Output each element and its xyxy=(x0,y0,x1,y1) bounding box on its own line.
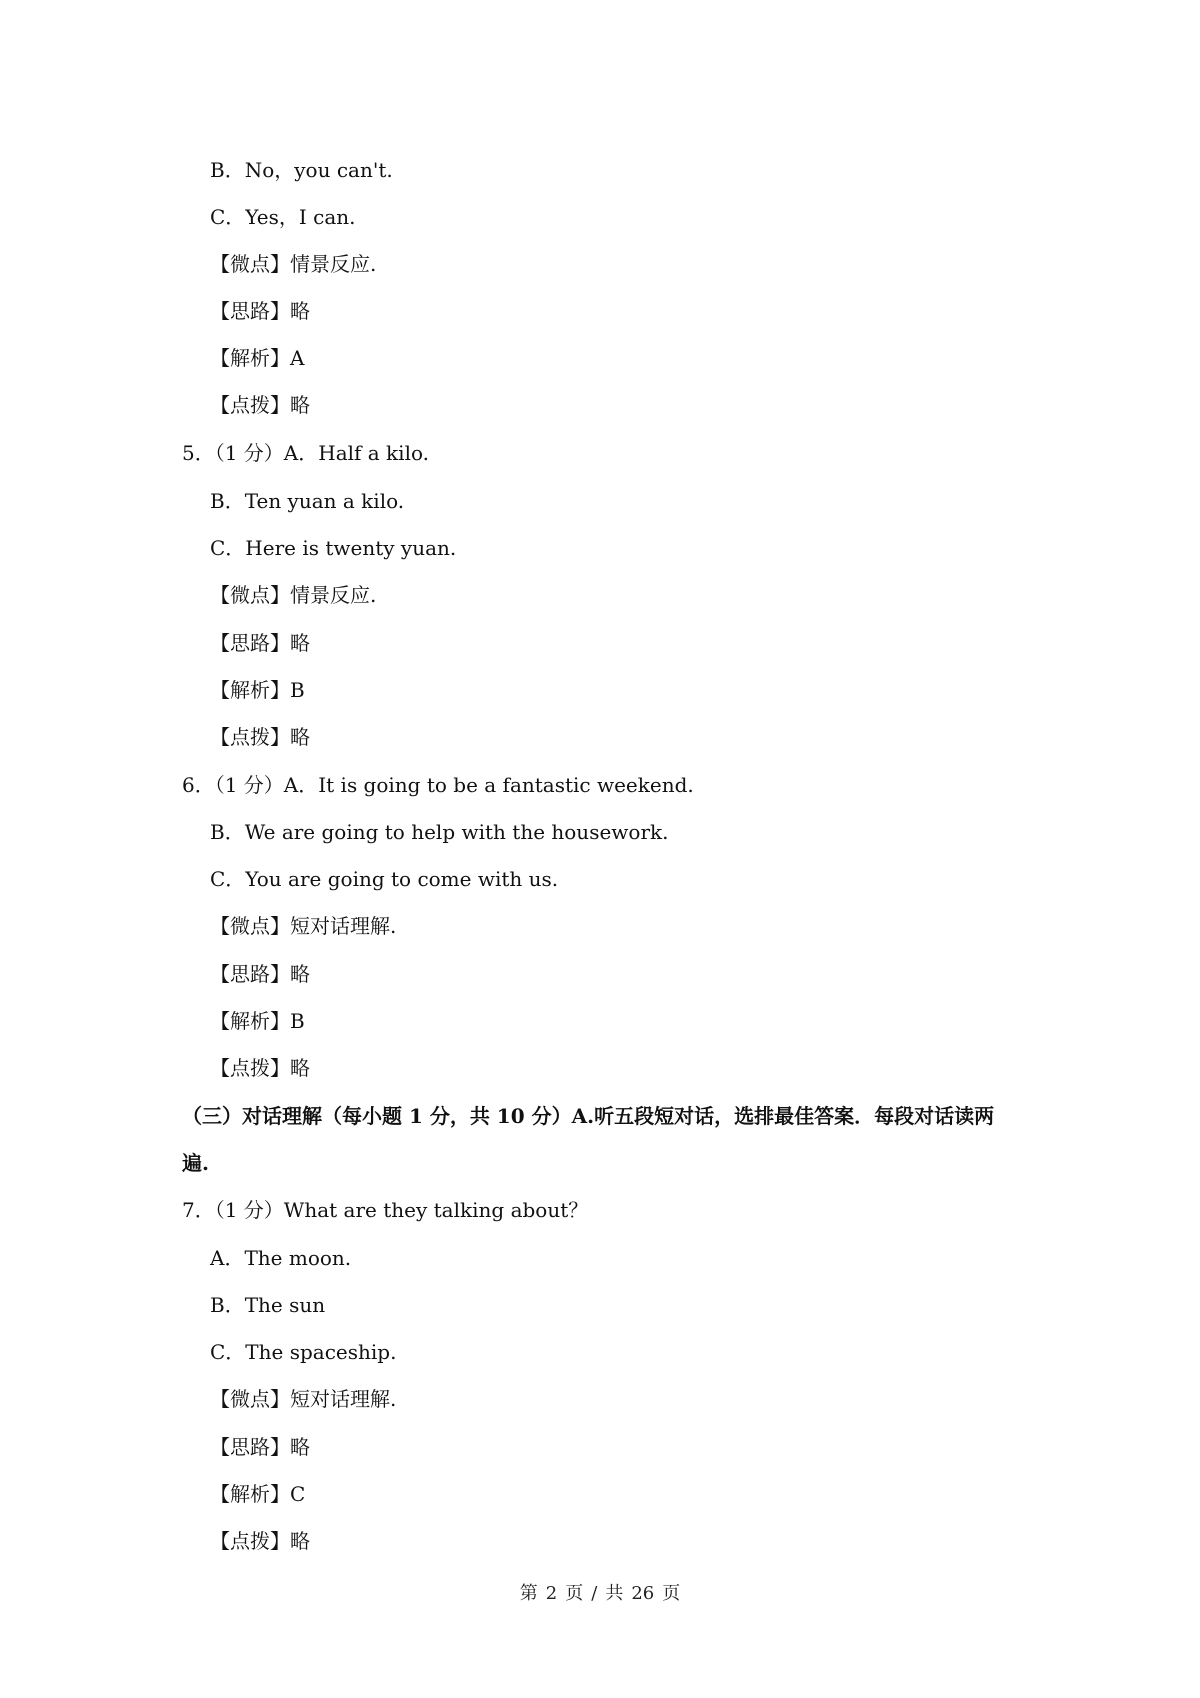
footer-total-unit: 页 xyxy=(662,1583,681,1604)
option-c: C．The spaceship. xyxy=(210,1340,397,1364)
option-b: B．Ten yuan a kilo. xyxy=(210,489,405,513)
silu-label: 【思路】略 xyxy=(210,962,310,986)
jiexi-label: 【解析】B xyxy=(210,1009,305,1033)
option-b: B．No，you can't. xyxy=(210,158,393,182)
option-c: C．Here is twenty yuan. xyxy=(210,536,457,560)
option-b: B．We are going to help with the housework. xyxy=(210,820,669,844)
dianbo-label: 【点拨】略 xyxy=(210,1056,310,1080)
page-number: 2 xyxy=(545,1583,558,1604)
option-c: C．You are going to come with us. xyxy=(210,867,559,891)
weidian-label: 【微点】短对话理解. xyxy=(210,1387,397,1411)
silu-label: 【思路】略 xyxy=(210,299,310,323)
weidian-label: 【微点】情景反应. xyxy=(210,252,377,276)
question-6: 6．（1 分）A．It is going to be a fantastic weekend. xyxy=(182,773,694,797)
dianbo-label: 【点拨】略 xyxy=(210,393,310,417)
option-c: C．Yes，I can. xyxy=(210,205,356,229)
question-7: 7．（1 分）What are they talking about？ xyxy=(182,1198,589,1222)
jiexi-label: 【解析】C xyxy=(210,1482,306,1506)
question-5: 5．（1 分）A．Half a kilo. xyxy=(182,441,430,465)
section-heading: （三）对话理解（每小题 1 分，共 10 分）A.听五段短对话，选排最佳答案．每段对话读两 xyxy=(182,1104,995,1128)
silu-label: 【思路】略 xyxy=(210,631,310,655)
total-pages: 26 xyxy=(631,1583,655,1604)
jiexi-label: 【解析】A xyxy=(210,346,305,370)
dianbo-label: 【点拨】略 xyxy=(210,725,310,749)
section-heading-cont: 遍. xyxy=(182,1151,209,1175)
jiexi-label: 【解析】B xyxy=(210,678,305,702)
option-b: B．The sun xyxy=(210,1293,326,1317)
option-a: A．The moon. xyxy=(210,1246,352,1270)
footer-prefix: 第 xyxy=(519,1583,538,1604)
footer-separator: / xyxy=(591,1583,598,1604)
silu-label: 【思路】略 xyxy=(210,1435,310,1459)
footer-total-prefix: 共 xyxy=(605,1583,624,1604)
weidian-label: 【微点】短对话理解. xyxy=(210,914,397,938)
dianbo-label: 【点拨】略 xyxy=(210,1529,310,1553)
page-footer xyxy=(0,1582,1200,1606)
footer-page-unit: 页 xyxy=(565,1583,584,1604)
weidian-label: 【微点】情景反应. xyxy=(210,583,377,607)
